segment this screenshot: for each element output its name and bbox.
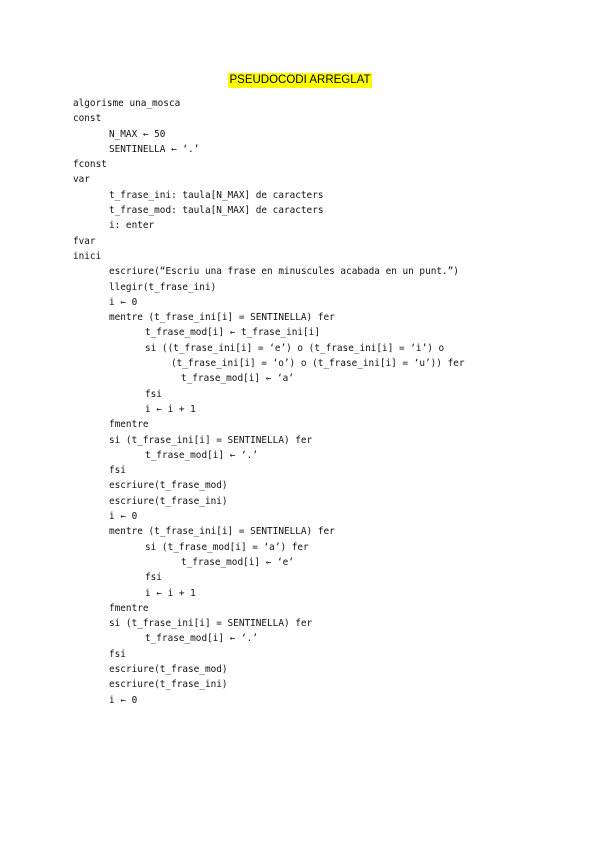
code-line: t_frase_mod: taula[N_MAX] de caracters: [109, 205, 324, 217]
code-line: escriure(t_frase_ini): [109, 495, 228, 507]
code-line: t_frase_mod[i] ← ‘e’: [181, 556, 294, 568]
code-line: si (t_frase_ini[i] = SENTINELLA) fer: [109, 434, 313, 446]
document-title: PSEUDOCODI ARREGLAT: [229, 74, 371, 86]
code-line: si ((t_frase_ini[i] = ‘e’) o (t_frase_ini[i] = ‘i’) o: [145, 342, 445, 354]
code-line: si (t_frase_mod[i] = ‘a’) fer: [145, 541, 309, 553]
code-line: si (t_frase_ini[i] = SENTINELLA) fer: [109, 618, 313, 630]
code-line: inici: [73, 250, 102, 262]
code-line: i ← 0: [109, 694, 138, 706]
code-line: escriure(t_frase_mod): [109, 663, 228, 675]
code-line: const: [73, 113, 102, 125]
code-line: llegir(t_frase_ini): [109, 281, 217, 293]
code-line: t_frase_mod[i] ← ‘.’: [145, 633, 258, 645]
code-line: i ← 0: [109, 296, 138, 308]
code-line: i ← i + 1: [145, 403, 196, 415]
code-line: i ← 0: [109, 511, 138, 523]
code-line: fconst: [73, 159, 107, 171]
code-line: t_frase_mod[i] ← t_frase_ini[i]: [145, 327, 320, 339]
code-line: t_frase_mod[i] ← ‘a’: [181, 373, 294, 385]
code-line: fsi: [145, 388, 162, 400]
title-container: [0, 70, 600, 88]
code-line: var: [73, 174, 90, 186]
code-line: fvar: [73, 235, 96, 247]
code-line: i: enter: [109, 220, 155, 232]
code-line: N_MAX ← 50: [109, 128, 166, 140]
pseudocode-block: [73, 96, 465, 708]
code-line: fmentre: [109, 419, 149, 431]
code-line: t_frase_mod[i] ← ‘.’: [145, 449, 258, 461]
code-line: mentre (t_frase_ini[i] = SENTINELLA) fer: [109, 526, 335, 538]
code-line: i ← i + 1: [145, 587, 196, 599]
code-line: fsi: [109, 465, 126, 477]
code-line: t_frase_ini: taula[N_MAX] de caracters: [109, 189, 324, 201]
code-line: escriure(t_frase_ini): [109, 679, 228, 691]
code-line: SENTINELLA ← ‘.’: [109, 143, 200, 155]
code-line: (t_frase_ini[i] = ‘o’) o (t_frase_ini[i] = ‘u’)) fer: [171, 358, 465, 370]
code-line: fmentre: [109, 602, 149, 614]
code-line: mentre (t_frase_ini[i] = SENTINELLA) fer: [109, 312, 335, 324]
code-line: fsi: [109, 648, 126, 660]
code-line: escriure(t_frase_mod): [109, 480, 228, 492]
code-line: algorisme una_mosca: [73, 98, 181, 109]
code-line: escriure(“Escriu una frase en minuscules acabada en un punt.”): [109, 266, 459, 278]
code-line: fsi: [145, 572, 162, 584]
